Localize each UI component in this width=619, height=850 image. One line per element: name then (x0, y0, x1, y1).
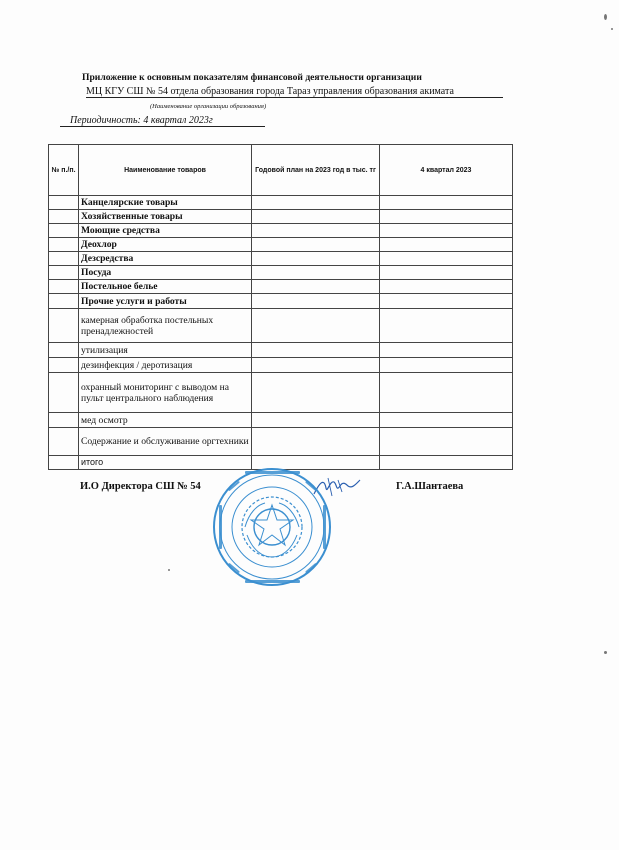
row-plan-cell (252, 294, 380, 309)
row-plan-cell (252, 196, 380, 210)
column-header-name: Наименование товаров (79, 145, 252, 196)
scan-speck (611, 28, 613, 30)
table-row (49, 238, 513, 252)
row-plan-cell (252, 309, 380, 343)
row-name-cell: Хозяйственные товары (79, 210, 252, 224)
row-quarter-cell (380, 294, 513, 309)
row-plan-cell (252, 428, 380, 456)
document-title: Приложение к основным показателям финансовой деятельности организации (82, 72, 422, 83)
row-number-cell (49, 358, 79, 373)
organization-caption: (Наименование организации образования) (150, 103, 267, 110)
row-plan-cell (252, 413, 380, 428)
row-name-cell: Постельное белье (79, 280, 252, 294)
row-plan-cell (252, 280, 380, 294)
table-row (49, 413, 513, 428)
column-header-plan: Годовой план на 2023 год в тыс. тг (252, 145, 380, 196)
row-number-cell (49, 343, 79, 358)
scan-speck (604, 14, 607, 20)
row-plan-cell (252, 343, 380, 358)
row-name-cell: Канцелярские товары (79, 196, 252, 210)
row-quarter-cell (380, 252, 513, 266)
table-row (49, 428, 513, 456)
table-row (49, 294, 513, 309)
row-name-cell: Дезсредства (79, 252, 252, 266)
row-name-cell: утилизация (79, 343, 252, 358)
organization-name: МЦ КГУ СШ № 54 отдела образования города Тараз управления образования акимата (86, 86, 503, 98)
table-row (49, 358, 513, 373)
row-quarter-cell (380, 309, 513, 343)
row-plan-cell (252, 210, 380, 224)
row-quarter-cell (380, 343, 513, 358)
goods-table (48, 144, 513, 470)
scan-speck (168, 569, 170, 571)
row-plan-cell (252, 266, 380, 280)
table-row (49, 224, 513, 238)
row-name-cell: Моющие средства (79, 224, 252, 238)
row-quarter-cell (380, 280, 513, 294)
row-number-cell (49, 373, 79, 413)
row-name-cell: Содержание и обслуживание оргтехники (79, 428, 252, 456)
table-row (49, 210, 513, 224)
row-number-cell (49, 196, 79, 210)
row-quarter-cell (380, 373, 513, 413)
table-row (49, 280, 513, 294)
row-number-cell (49, 294, 79, 309)
row-plan-cell (252, 358, 380, 373)
row-quarter-cell (380, 224, 513, 238)
director-name: Г.А.Шантаева (396, 481, 464, 492)
row-number-cell (49, 309, 79, 343)
row-plan-cell (252, 252, 380, 266)
table-row (49, 252, 513, 266)
row-number-cell (49, 428, 79, 456)
table-row (49, 309, 513, 343)
row-name-cell: камерная обработка постельных пренадлежностей (79, 309, 252, 343)
row-name-cell: Деохлор (79, 238, 252, 252)
row-name-cell: Прочие услуги и работы (79, 294, 252, 309)
row-number-cell (49, 224, 79, 238)
table-row (49, 343, 513, 358)
row-quarter-cell (380, 266, 513, 280)
row-number-cell (49, 280, 79, 294)
row-quarter-cell (380, 196, 513, 210)
row-number-cell (49, 238, 79, 252)
row-quarter-cell (380, 428, 513, 456)
table-row (49, 196, 513, 210)
round-official-seal-icon (205, 465, 340, 590)
row-name-cell: мед осмотр (79, 413, 252, 428)
row-name-cell: итого (79, 456, 252, 470)
period-label: Периодичность: 4 квартал 2023г (60, 115, 265, 127)
column-header-num: № п./п. (49, 145, 79, 196)
row-name-cell: Посуда (79, 266, 252, 280)
row-plan-cell (252, 224, 380, 238)
row-number-cell (49, 210, 79, 224)
row-quarter-cell (380, 456, 513, 470)
table-body (49, 196, 513, 470)
row-plan-cell (252, 373, 380, 413)
row-number-cell (49, 413, 79, 428)
row-name-cell: дезинфекция / деротизация (79, 358, 252, 373)
row-quarter-cell (380, 210, 513, 224)
row-number-cell (49, 252, 79, 266)
table-row (49, 266, 513, 280)
row-quarter-cell (380, 238, 513, 252)
director-title: И.О Директора СШ № 54 (80, 481, 201, 492)
column-header-quarter: 4 квартал 2023 (380, 145, 513, 196)
row-number-cell (49, 456, 79, 470)
row-quarter-cell (380, 413, 513, 428)
table-header-row (49, 145, 513, 196)
row-quarter-cell (380, 358, 513, 373)
scan-speck (604, 651, 607, 654)
table-row (49, 373, 513, 413)
row-plan-cell (252, 238, 380, 252)
row-name-cell: охранный мониторинг с выводом на пульт центрального наблюдения (79, 373, 252, 413)
row-number-cell (49, 266, 79, 280)
